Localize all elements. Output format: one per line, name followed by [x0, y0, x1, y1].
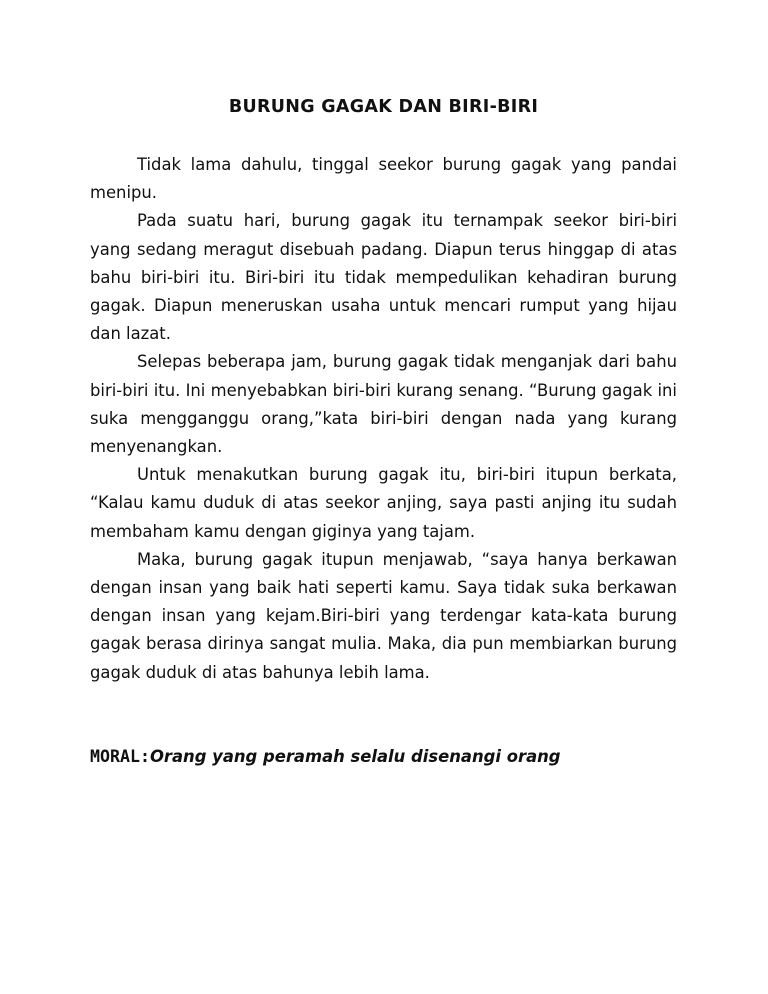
paragraph-2: Pada suatu hari, burung gagak itu ternampak seekor biri-biri yang sedang meragut disebuah padang. Diapun terus hinggap di atas bahu biri-biri itu. Biri-biri itu tidak mempedulikan kehadiran burung gagak. Diapun meneruskan usaha untuk mencari rumput yang hijau dan lazat.	[90, 211, 677, 344]
moral-line	[90, 743, 677, 771]
paragraph-5: Maka, burung gagak itupun menjawab, “saya hanya berkawan dengan insan yang baik hati seperti kamu. Saya tidak suka berkawan dengan insan yang kejam.Biri-biri yang terdengar kata-kata burung gagak berasa dirinya sangat mulia. Maka, dia pun membiarkan burung gagak duduk di atas bahunya lebih lama.	[90, 549, 677, 682]
paragraph-4: Untuk menakutkan burung gagak itu, biri-biri itupun berkata, “Kalau kamu duduk di atas seekor anjing, saya pasti anjing itu sudah membaham kamu dengan giginya yang tajam.	[90, 465, 677, 541]
paragraph-3: Selepas beberapa jam, burung gagak tidak menganjak dari bahu biri-biri itu. Ini menyebabkan biri-biri kurang senang. “Burung gagak ini suka mengganggu orang,”kata biri-biri dengan nada yang kurang menyenangkan.	[90, 352, 677, 457]
moral-label: MORAL:	[90, 746, 150, 766]
document-title: BURUNG GAGAK DAN BIRI-BIRI	[228, 97, 539, 117]
document-page	[90, 92, 677, 771]
paragraph-1: Tidak lama dahulu, tinggal seekor burung gagak yang pandai menipu.	[90, 155, 677, 203]
moral-text: Orang yang peramah selalu disenangi orang	[149, 746, 561, 766]
